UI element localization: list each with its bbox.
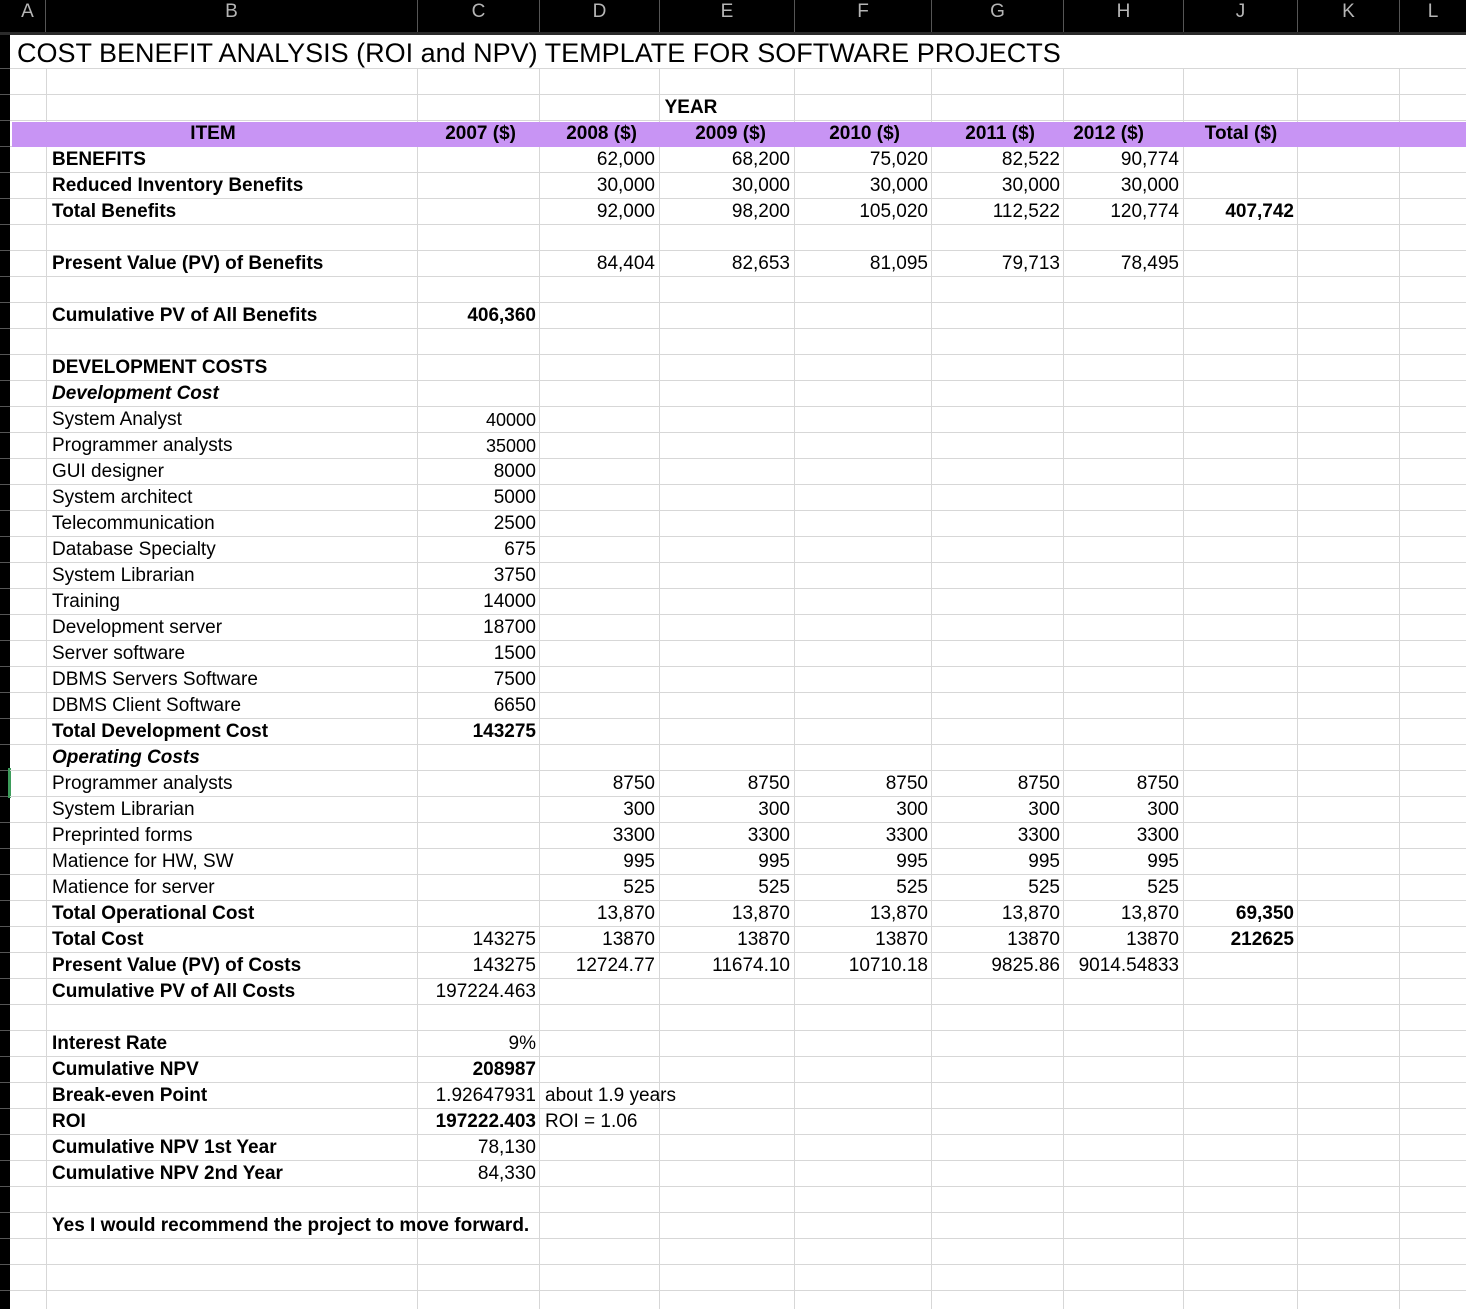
cell[interactable]: 13,870: [869, 903, 928, 924]
cell[interactable]: 525: [1147, 877, 1179, 898]
cell[interactable]: 79,713: [1001, 253, 1060, 274]
column-header-l[interactable]: L: [1427, 1, 1439, 22]
cell[interactable]: 995: [758, 851, 790, 872]
row-label[interactable]: Total Operational Cost: [52, 903, 255, 924]
row-label[interactable]: Cumulative NPV 1st Year: [52, 1137, 277, 1158]
cell[interactable]: 8750: [1017, 773, 1060, 794]
column-header-j[interactable]: J: [1184, 0, 1298, 32]
row-label[interactable]: DBMS Client Software: [52, 695, 242, 716]
recommendation-text[interactable]: Yes I would recommend the project to move forward.: [52, 1215, 530, 1236]
cell[interactable]: 1.92647931: [435, 1085, 536, 1106]
cell[interactable]: 30,000: [596, 175, 655, 196]
cell[interactable]: 78,130: [477, 1137, 536, 1158]
cell[interactable]: 6650: [493, 695, 536, 716]
operating-costs-subheading[interactable]: Operating Costs: [52, 747, 200, 768]
row-label[interactable]: Total Development Cost: [52, 721, 269, 742]
header-year-2012[interactable]: 2012 ($): [1073, 123, 1144, 144]
cell[interactable]: 9%: [508, 1033, 536, 1054]
cell[interactable]: 995: [896, 851, 928, 872]
row-label[interactable]: Present Value (PV) of Costs: [52, 955, 302, 976]
cell[interactable]: 995: [1147, 851, 1179, 872]
row-label[interactable]: Preprinted forms: [52, 825, 193, 846]
cell[interactable]: 30,000: [869, 175, 928, 196]
year-label[interactable]: YEAR: [664, 97, 718, 118]
row-label[interactable]: Telecommunication: [52, 513, 215, 534]
sheet-title[interactable]: COST BENEFIT ANALYSIS (ROI and NPV) TEMPLATE FOR SOFTWARE PROJECTS: [17, 38, 1061, 68]
row-label[interactable]: Programmer analysts: [52, 435, 233, 456]
cell[interactable]: 13870: [602, 929, 655, 950]
column-header-f[interactable]: F: [795, 0, 932, 32]
cell[interactable]: 7500: [493, 669, 536, 690]
cell[interactable]: 13,870: [1120, 903, 1179, 924]
row-header-strip: [0, 35, 10, 1309]
cell[interactable]: 10710.18: [848, 955, 928, 976]
cell[interactable]: 208987: [472, 1059, 536, 1080]
development-costs-heading[interactable]: DEVELOPMENT COSTS: [52, 357, 268, 378]
row-label[interactable]: DBMS Servers Software: [52, 669, 258, 690]
cell[interactable]: 8750: [747, 773, 790, 794]
cell[interactable]: 75,020: [869, 149, 928, 170]
row-label[interactable]: Interest Rate: [52, 1033, 168, 1054]
row-label[interactable]: Total Cost: [52, 929, 144, 950]
cell[interactable]: 675: [504, 539, 536, 560]
cell[interactable]: 2500: [493, 513, 536, 534]
cell[interactable]: 8750: [1136, 773, 1179, 794]
cell[interactable]: 18700: [483, 617, 536, 638]
cell[interactable]: 995: [1028, 851, 1060, 872]
cell[interactable]: ROI = 1.06: [545, 1111, 638, 1132]
row-label[interactable]: Matience for server: [52, 877, 215, 898]
development-cost-subheading[interactable]: Development Cost: [52, 383, 219, 404]
cell[interactable]: 300: [896, 799, 928, 820]
cell[interactable]: 9825.86: [991, 955, 1060, 976]
cell[interactable]: 3300: [1017, 825, 1060, 846]
cell[interactable]: 13,870: [731, 903, 790, 924]
cell[interactable]: 14000: [483, 591, 536, 612]
cell[interactable]: 13870: [737, 929, 790, 950]
cell[interactable]: 1500: [493, 643, 536, 664]
cell[interactable]: 30,000: [731, 175, 790, 196]
cell[interactable]: 300: [1028, 799, 1060, 820]
cell[interactable]: about 1.9 years: [545, 1085, 676, 1106]
cell[interactable]: 406,360: [467, 305, 536, 326]
cell[interactable]: 35000: [485, 436, 536, 456]
cell[interactable]: 92,000: [596, 201, 655, 222]
cell[interactable]: 525: [623, 877, 655, 898]
header-divider: [0, 32, 1466, 35]
cell[interactable]: 30,000: [1120, 175, 1179, 196]
cell[interactable]: 3300: [885, 825, 928, 846]
cell[interactable]: 13,870: [596, 903, 655, 924]
column-header-d[interactable]: D: [540, 0, 660, 32]
cell[interactable]: 82,522: [1001, 149, 1060, 170]
column-header-bar: [0, 0, 1466, 32]
header-year-2009[interactable]: 2009 ($): [695, 123, 766, 144]
column-header-b[interactable]: B: [46, 0, 418, 32]
row-label[interactable]: Cumulative PV of All Benefits: [52, 305, 318, 326]
cell[interactable]: 69,350: [1235, 903, 1294, 924]
column-header-e[interactable]: E: [660, 0, 795, 32]
row-label[interactable]: System architect: [52, 487, 193, 508]
row-label[interactable]: Programmer analysts: [52, 773, 233, 794]
row-label[interactable]: System Librarian: [52, 565, 195, 586]
cell[interactable]: 3300: [747, 825, 790, 846]
row-label[interactable]: Break-even Point: [52, 1085, 208, 1106]
cell[interactable]: 98,200: [731, 201, 790, 222]
cell[interactable]: 525: [1028, 877, 1060, 898]
cell[interactable]: 90,774: [1120, 149, 1179, 170]
header-year-2011[interactable]: 2011 ($): [965, 123, 1035, 144]
row-label[interactable]: Database Specialty: [52, 539, 216, 560]
row-label[interactable]: Cumulative PV of All Costs: [52, 981, 296, 1002]
cell[interactable]: 143275: [472, 929, 536, 950]
cell[interactable]: 995: [623, 851, 655, 872]
row-label[interactable]: Reduced Inventory Benefits: [52, 175, 304, 196]
cell[interactable]: 82,653: [731, 253, 790, 274]
cell[interactable]: 13870: [1007, 929, 1060, 950]
row-label[interactable]: Present Value (PV) of Benefits: [52, 253, 324, 274]
row-label[interactable]: Cumulative NPV: [52, 1059, 199, 1080]
cell[interactable]: 197222.403: [435, 1111, 536, 1132]
column-header-g[interactable]: G: [932, 0, 1064, 32]
benefits-label[interactable]: BENEFITS: [52, 149, 146, 170]
cell[interactable]: 13,870: [1001, 903, 1060, 924]
cell[interactable]: 84,330: [477, 1163, 536, 1184]
column-header-a[interactable]: A: [10, 0, 46, 32]
cell[interactable]: 8750: [885, 773, 928, 794]
header-year-2010[interactable]: 2010 ($): [829, 123, 900, 144]
cell[interactable]: 300: [1147, 799, 1179, 820]
row-label[interactable]: System Librarian: [52, 799, 195, 820]
cell[interactable]: 300: [623, 799, 655, 820]
column-header-c[interactable]: C: [418, 0, 540, 32]
cell[interactable]: 30,000: [1001, 175, 1060, 196]
cell[interactable]: 105,020: [859, 201, 928, 222]
row-label[interactable]: GUI designer: [52, 461, 164, 482]
cell[interactable]: 197224.463: [435, 981, 536, 1002]
cell[interactable]: 13870: [875, 929, 928, 950]
cell[interactable]: 143275: [472, 721, 536, 742]
row-label[interactable]: Training: [52, 591, 120, 612]
header-total[interactable]: Total ($): [1204, 123, 1278, 144]
row-label[interactable]: Matience for HW, SW: [52, 851, 234, 872]
cell[interactable]: 13870: [1126, 929, 1179, 950]
cell[interactable]: 81,095: [869, 253, 928, 274]
cell[interactable]: 525: [896, 877, 928, 898]
column-header-h[interactable]: H: [1064, 0, 1184, 32]
cell[interactable]: 12724.77: [575, 955, 655, 976]
cell[interactable]: 84,404: [596, 253, 655, 274]
cell[interactable]: 8750: [612, 773, 655, 794]
row-label[interactable]: Development server: [52, 617, 223, 638]
row-label[interactable]: ROI: [52, 1111, 86, 1132]
cell[interactable]: 78,495: [1120, 253, 1179, 274]
row-label[interactable]: Server software: [52, 643, 186, 664]
cell[interactable]: 212625: [1230, 929, 1294, 950]
cell[interactable]: 68,200: [731, 149, 790, 170]
cell[interactable]: 112,522: [992, 201, 1060, 222]
cell[interactable]: 525: [758, 877, 790, 898]
header-item[interactable]: ITEM: [190, 123, 236, 144]
cell[interactable]: 8000: [493, 461, 536, 482]
cell[interactable]: 62,000: [596, 149, 655, 170]
header-year-2007[interactable]: 2007 ($): [445, 123, 516, 144]
cell[interactable]: 3750: [493, 565, 536, 586]
header-year-2008[interactable]: 2008 ($): [566, 123, 637, 144]
cell[interactable]: 3300: [1136, 825, 1179, 846]
cell[interactable]: 5000: [493, 487, 536, 508]
row-label[interactable]: System Analyst: [52, 409, 182, 430]
cell[interactable]: 143275: [472, 955, 536, 976]
cell[interactable]: 407,742: [1225, 201, 1294, 222]
cell[interactable]: 11674.10: [712, 955, 790, 976]
cell[interactable]: 3300: [612, 825, 655, 846]
cell[interactable]: 300: [758, 799, 790, 820]
selected-row-marker: [8, 768, 11, 798]
cell[interactable]: 9014.54833: [1078, 955, 1179, 976]
cell[interactable]: 40000: [485, 410, 536, 430]
row-label[interactable]: Total Benefits: [52, 201, 177, 222]
cell[interactable]: 120,774: [1110, 201, 1179, 222]
column-header-k[interactable]: K: [1298, 0, 1400, 32]
row-label[interactable]: Cumulative NPV 2nd Year: [52, 1163, 283, 1184]
